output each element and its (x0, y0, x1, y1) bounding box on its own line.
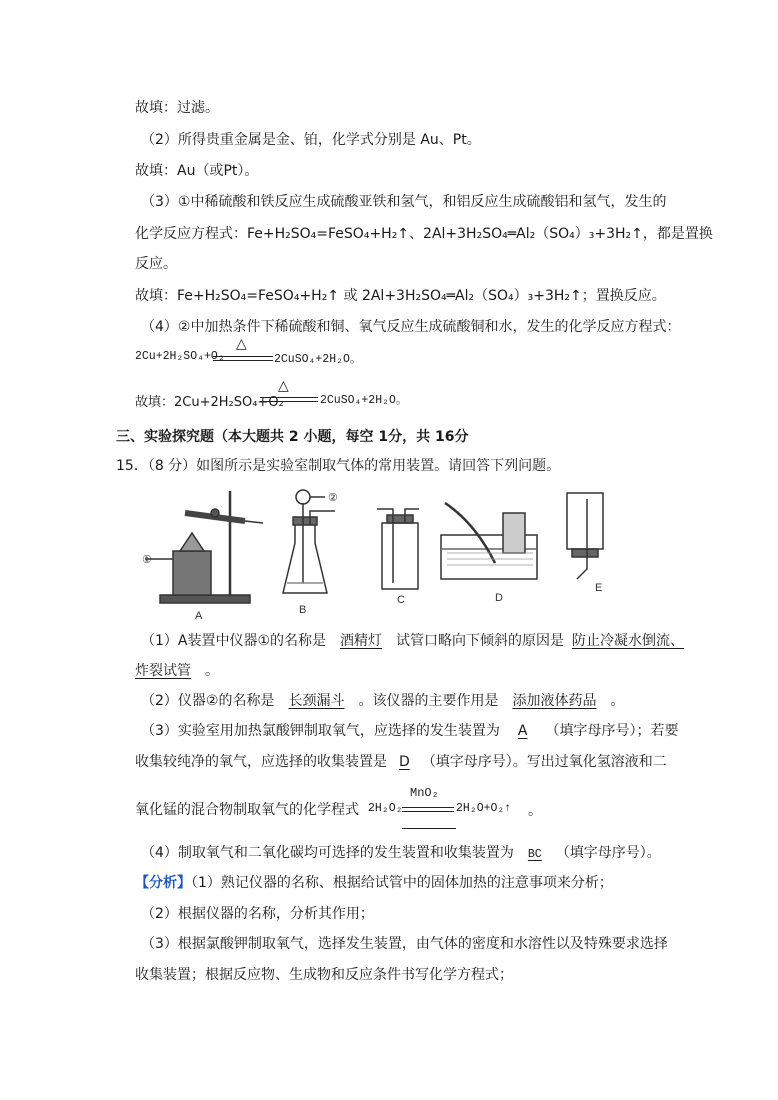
q1-text-a: （1）A装置中仪器①的名称是 (141, 633, 327, 649)
analysis-line-1 (135, 873, 613, 893)
q3-eq-left: 2H₂O₂ (368, 802, 403, 815)
q2-text-b: 。该仪器的主要作用是 (358, 693, 499, 709)
analysis-tag: 【分析】 (135, 875, 191, 891)
eq2-left: 故填：2Cu+2H₂SO₄+O₂ (135, 395, 284, 410)
apparatus-figure (135, 483, 615, 623)
answer-tilt-reason: 防止冷凝水倒流、 (572, 633, 685, 649)
eq2-right: 2CuSO₄+2H₂O。 (320, 394, 408, 407)
q3-end: 。 (528, 803, 542, 819)
heat-symbol: △ (236, 336, 247, 352)
analysis-line-3: （3）根据氯酸钾制取氧气，选择发生装置，由气体的密度和水溶性以及特殊要求选择 (141, 936, 668, 952)
q3-eq-right: 2H₂O+O₂↑ (456, 802, 512, 815)
line-1: 故填：过滤。 (135, 100, 219, 116)
label-a: A (195, 610, 203, 622)
line-3: 故填：Au（或Pt）。 (135, 163, 259, 179)
answer-funnel-use: 添加液体药品 (512, 693, 597, 709)
line-8: （4）②中加热条件下稀硫酸和铜、氧气反应生成硫酸铜和水，发生的化学反应方程式： (141, 319, 681, 335)
q1-end: 。 (205, 663, 219, 679)
q3-text-e: 氧化锰的混合物制取氧气的化学程式 (135, 802, 359, 818)
label-d: D (495, 592, 503, 604)
q2-text-a: （2）仪器②的名称是 (141, 693, 275, 709)
q3-line-2 (135, 752, 667, 772)
q1-line-1 (141, 631, 684, 651)
q3-equals (402, 807, 454, 812)
apparatus-d (441, 503, 537, 579)
eq1-left: 2Cu+2H₂SO₄+O₂ (135, 350, 225, 363)
heat-symbol-2: △ (278, 378, 289, 394)
equals-sign-2 (260, 397, 318, 402)
q3-text-d: （填字母序号）。写出过氧化氢溶液和二 (421, 754, 667, 770)
eq1-right: 2CuSO₄+2H₂O。 (274, 353, 362, 366)
answer-apparatus: BC (527, 848, 542, 861)
answer-tilt-reason-cont: 炸裂试管 (135, 663, 191, 679)
q3-text-a: （3）实验室用加热氯酸钾制取氧气，应选择的发生装置为 (141, 723, 500, 739)
marker-2: ② (328, 492, 338, 504)
label-e: E (595, 582, 603, 594)
line-7: 故填：Fe+H₂SO₄=FeSO₄+H₂↑ 或 2Al+3H₂SO₄═Al₂（SO₄）₃+3H₂↑；置换反应。 (135, 288, 666, 304)
apparatus-a (145, 491, 263, 603)
q1-text-b: 试管口略向下倾斜的原因是 (396, 633, 565, 649)
q4-line (141, 843, 661, 865)
q3-line-1 (141, 721, 678, 741)
q2-line (141, 691, 624, 711)
q2-end: 。 (610, 693, 625, 709)
q4-text-a: （4）制取氧气和二氧化碳均可选择的发生装置和收集装置为 (141, 845, 514, 861)
answer-alcohol-lamp: 酒精灯 (340, 633, 383, 649)
q4-text-b: （填字母序号）。 (555, 845, 661, 861)
q3-text-c: 收集较纯净的氧气，应选择的收集装置是 (135, 754, 387, 770)
answer-funnel: 长颈漏斗 (288, 693, 345, 709)
line-5: 化学反应方程式：Fe+H₂SO₄=FeSO₄+H₂↑、2Al+3H₂SO₄═Al₂（SO₄）₃+3H₂↑，都是置换 (135, 226, 713, 242)
marker-1: ① (142, 554, 152, 566)
apparatus-c (377, 509, 419, 589)
answer-generator: A (517, 723, 528, 739)
q3-eq-catalyst: MnO₂ (410, 786, 439, 800)
line-4: （3）①中稀硫酸和铁反应生成硫酸亚铁和氢气，和铝反应生成硫酸铝和氢气，发生的 (141, 194, 667, 210)
line-2: （2）所得贵重金属是金、铂，化学式分别是 Au、Pt。 (141, 132, 481, 148)
equals-sign (213, 356, 273, 361)
question-15: 15．（8 分）如图所示是实验室制取气体的常用装置。请回答下列问题。 (116, 458, 561, 474)
label-c: C (397, 594, 405, 606)
section-heading: 三、实验探究题（本大题共 2 小题，每空 1分，共 16分 (116, 429, 469, 445)
q3-answer-underline (402, 828, 456, 829)
q3-text-b: （填字母序号）；若要 (545, 723, 679, 739)
analysis-line-2: （2）根据仪器的名称，分析其作用； (141, 906, 374, 922)
apparatus-e (567, 493, 603, 579)
answer-collector: D (399, 754, 410, 770)
analysis-line-4: 收集装置；根据反应物、生成物和反应条件书写化学方程式； (135, 967, 513, 983)
line-6: 反应。 (135, 256, 177, 272)
q3-line-3 (135, 800, 359, 820)
apparatus-b (283, 490, 335, 593)
q1-line-2 (135, 661, 219, 681)
label-b: B (299, 604, 307, 616)
analysis-text-1: （1）熟记仪器的名称、根据给试管中的固体加热的注意事项来分析； (191, 875, 613, 891)
